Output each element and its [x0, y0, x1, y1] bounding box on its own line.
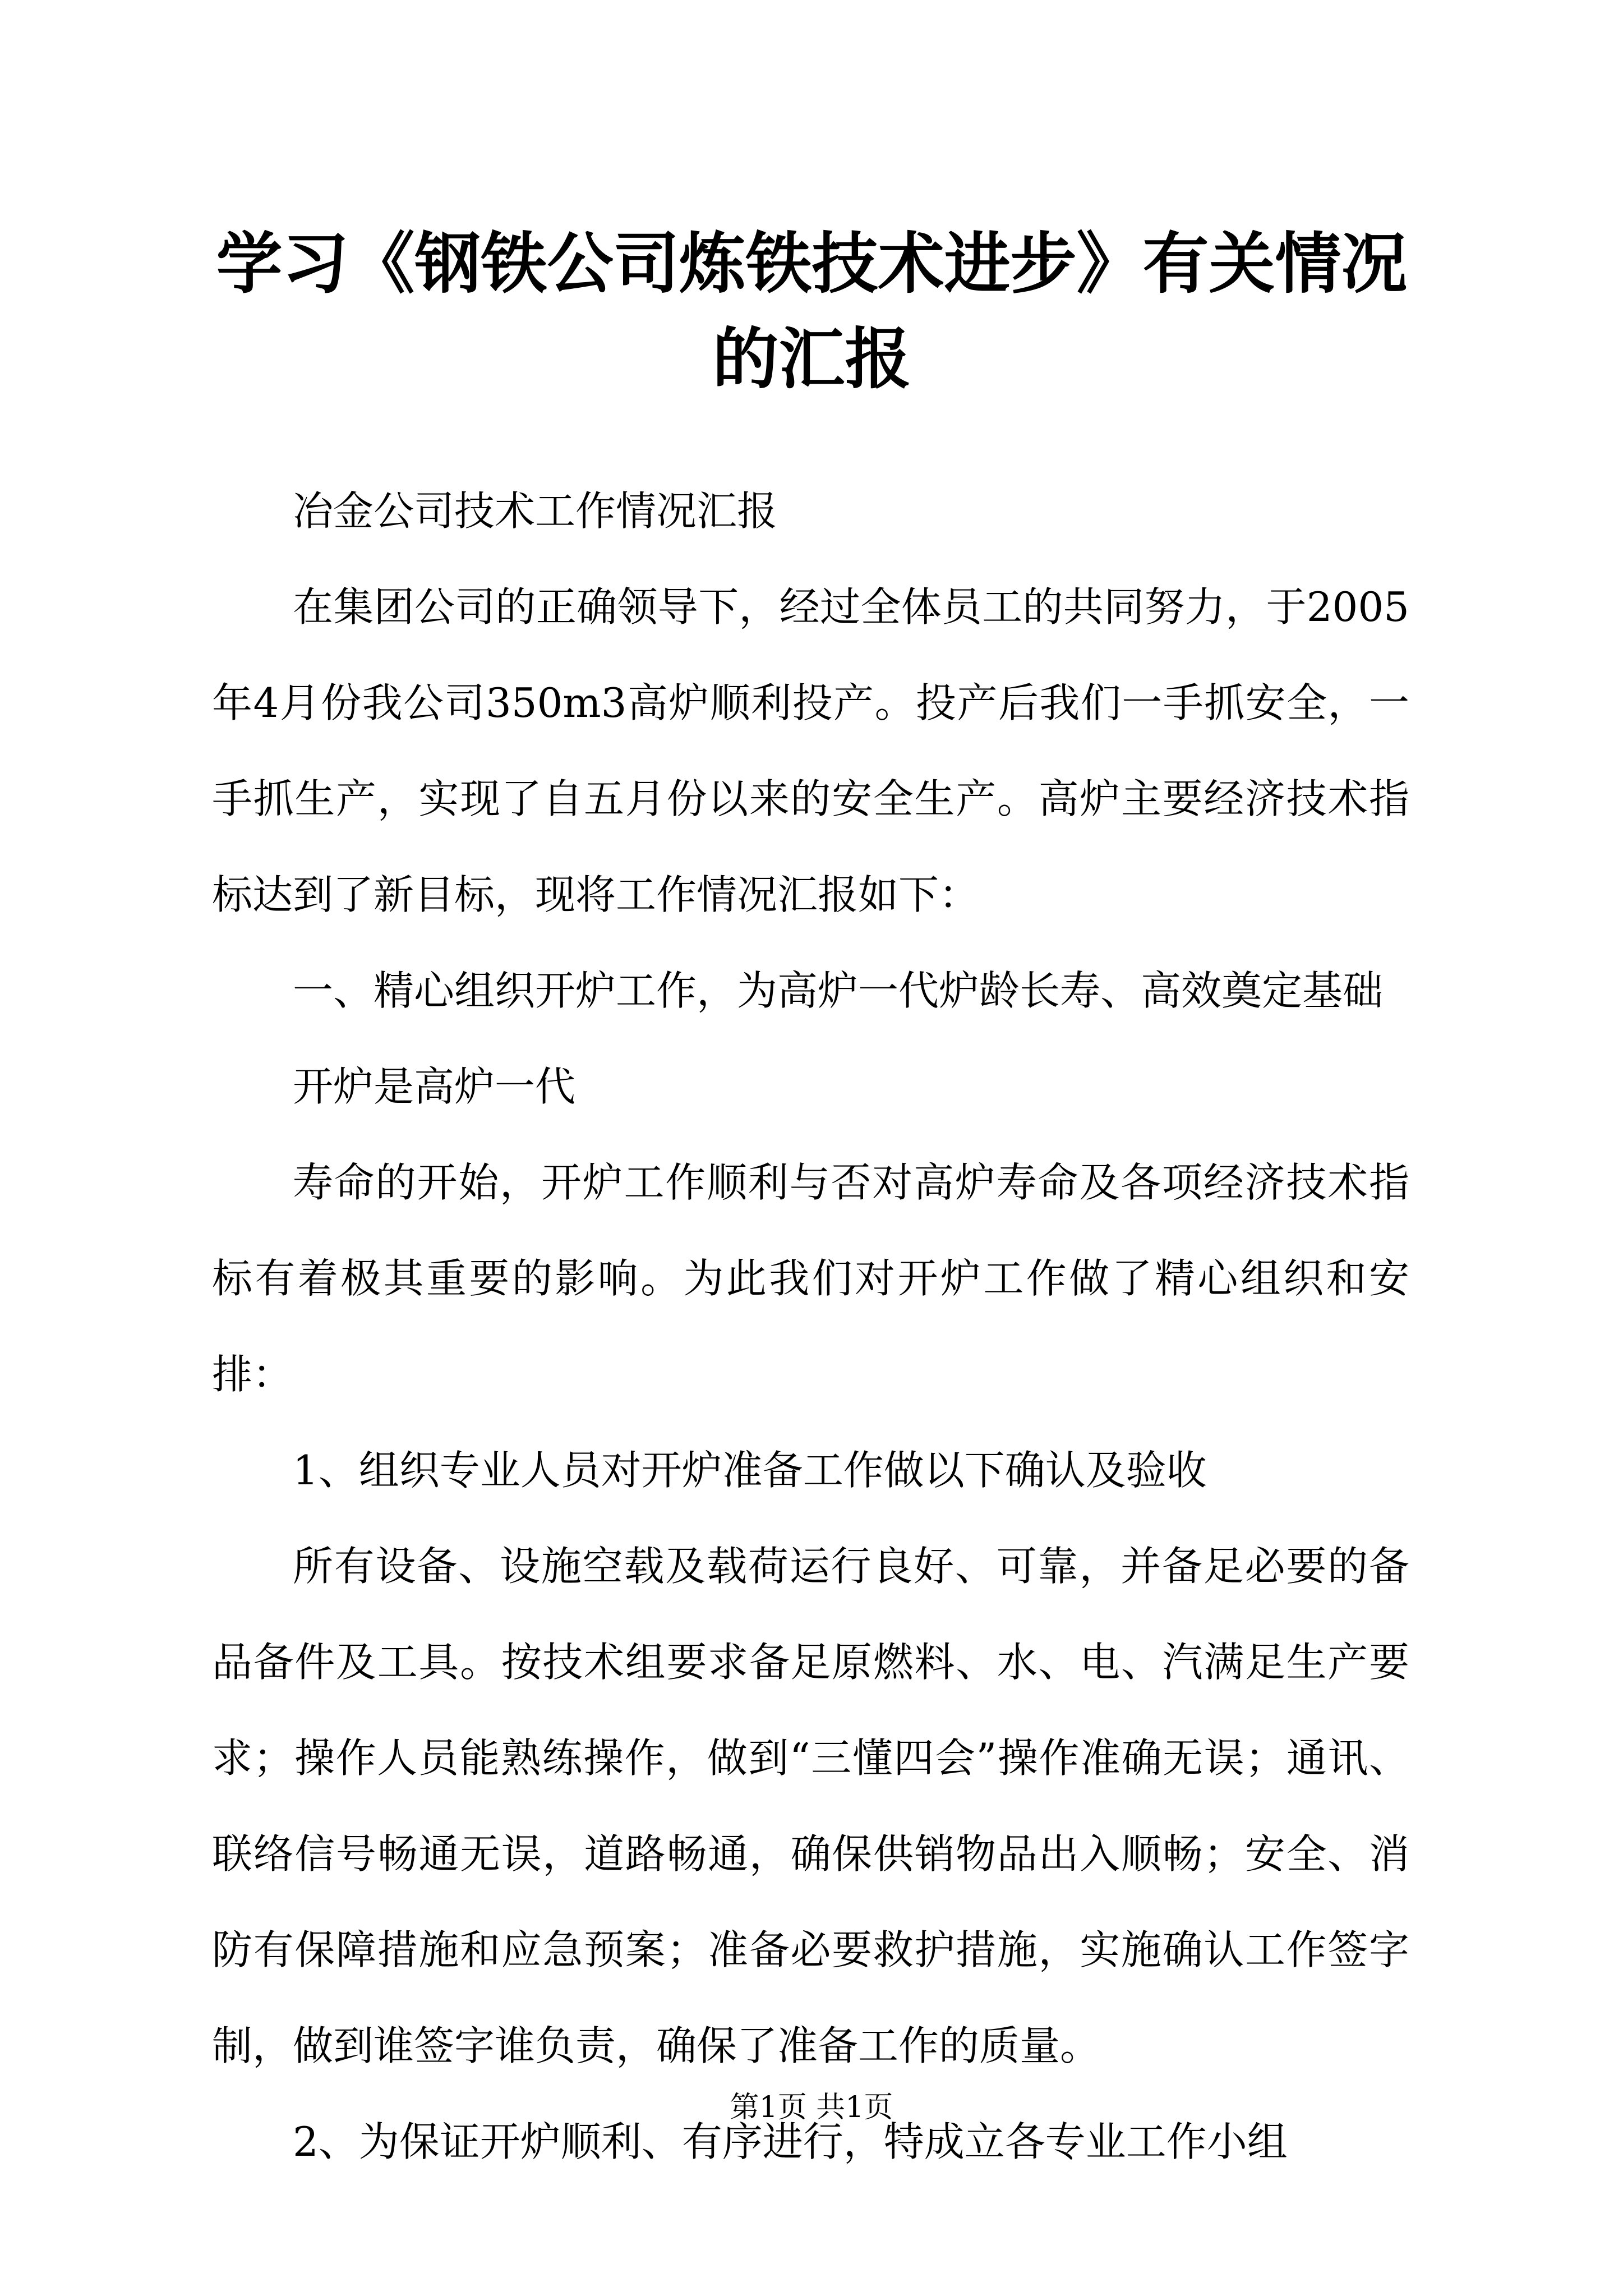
paragraph-importance: 寿命的开始，开炉工作顺利与否对高炉寿命及各项经济技术指标有着极其重要的影响。为此我们对开炉工作做了精心组织和安排： — [212, 1159, 1409, 1398]
paragraph-short: 开炉是高炉一代 — [293, 1063, 576, 1110]
paragraph-intro: 在集团公司的正确领导下，经过全体员工的共同努力，于2005年4月份我公司350m3高炉顺利投产。投产后我们一手抓安全，一手抓生产，实现了自五月份以来的安全生产。高炉主要经济技术指标达到了新目标，现将工作情况汇报如下： — [212, 583, 1409, 918]
document-title: 学习《钢铁公司炼铁技术进步》有关情况的汇报 — [216, 224, 1408, 398]
document-body — [212, 463, 1409, 2190]
item-1-heading: 1、组织专业人员对开炉准备工作做以下确认及验收 — [293, 1447, 1207, 1494]
page-footer: 第1页 共1页 — [730, 2091, 893, 2124]
section-heading-1: 一、精心组织开炉工作，为高炉一代炉龄长寿、高效奠定基础 — [293, 967, 1384, 1014]
item-2-heading: 2、为保证开炉顺利、有序进行，特成立各专业工作小组 — [293, 2118, 1288, 2165]
item-1-details: 所有设备、设施空载及载荷运行良好、可靠，并备足必要的备品备件及工具。按技术组要求备足原燃料、水、电、汽满足生产要求；操作人员能熟练操作，做到“三懂四会”操作准确无误；通讯、联络信号畅通无误，道路畅通，确保供销物品出入顺畅；安全、消防有保障措施和应急预案；准备必要救护措施，实施确认工作签字制，做到谁签字谁负责，确保了准备工作的质量。 — [212, 1543, 1409, 2069]
paragraph-heading: 冶金公司技术工作情况汇报 — [293, 487, 778, 535]
